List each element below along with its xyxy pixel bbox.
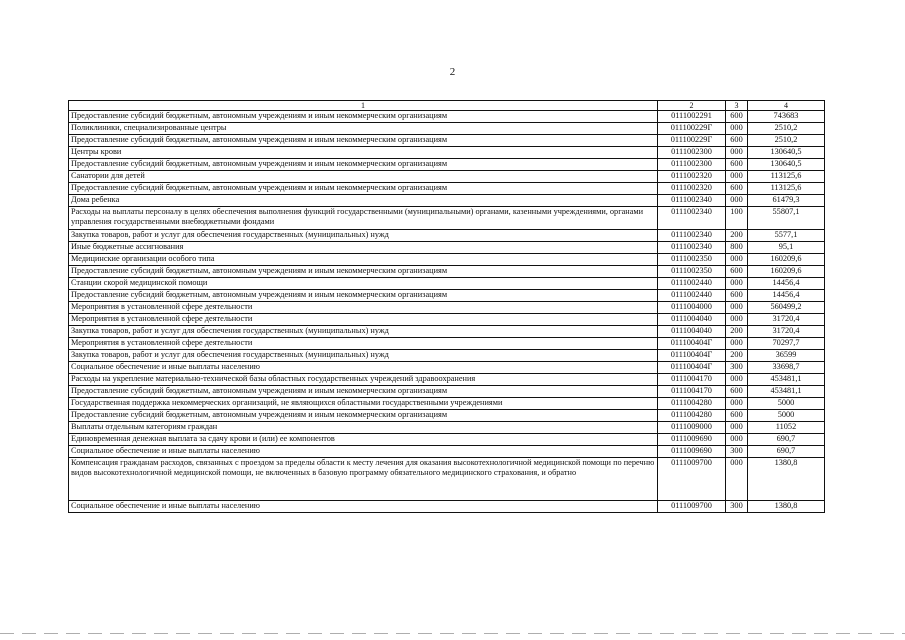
row-sum-cell: 2510,2 — [748, 135, 825, 147]
row-code-cell: 0111002350 — [658, 266, 726, 278]
row-sum-cell: 130640,5 — [748, 159, 825, 171]
row-code-cell: 011100229Г — [658, 135, 726, 147]
header-col-1: 1 — [69, 101, 658, 111]
row-kind-cell: 600 — [726, 410, 748, 422]
row-kind-cell: 600 — [726, 111, 748, 123]
table-row — [69, 195, 825, 207]
row-kind-cell: 200 — [726, 230, 748, 242]
row-name-cell: Закупка товаров, работ и услуг для обеспечения государственных (муниципальных) нужд — [69, 326, 658, 338]
row-sum-cell: 560499,2 — [748, 302, 825, 314]
row-kind-cell: 600 — [726, 266, 748, 278]
row-sum-cell: 130640,5 — [748, 147, 825, 159]
row-name-cell: Предоставление субсидий бюджетным, автономным учреждениям и иным некоммерческим организациям — [69, 386, 658, 398]
row-kind-cell: 600 — [726, 183, 748, 195]
row-sum-cell: 5577,1 — [748, 230, 825, 242]
table-row — [69, 362, 825, 374]
row-code-cell: 0111002440 — [658, 278, 726, 290]
row-sum-cell: 31720,4 — [748, 314, 825, 326]
row-kind-cell: 300 — [726, 446, 748, 458]
row-sum-cell: 14456,4 — [748, 290, 825, 302]
row-code-cell: 0111002340 — [658, 242, 726, 254]
row-code-cell: 0111002300 — [658, 147, 726, 159]
row-sum-cell: 1380,8 — [748, 501, 825, 513]
table-row — [69, 159, 825, 171]
row-kind-cell: 000 — [726, 123, 748, 135]
row-sum-cell: 36599 — [748, 350, 825, 362]
row-sum-cell: 453481,1 — [748, 374, 825, 386]
row-sum-cell: 70297,7 — [748, 338, 825, 350]
table-body — [69, 111, 825, 513]
row-name-cell: Расходы на выплаты персоналу в целях обеспечения выполнения функций государственными (муниципальными) органами, казенными учреждениями, органами управления государственными внебюджетными фондами — [69, 207, 658, 230]
row-name-cell: Расходы на укрепление материально-технической базы областных государственных учреждений здравоохранения — [69, 374, 658, 386]
row-code-cell: 0111004170 — [658, 386, 726, 398]
row-kind-cell: 600 — [726, 159, 748, 171]
table-row — [69, 434, 825, 446]
row-name-cell: Государственная поддержка некоммерческих организаций, не являющихся областными государственными учреждениями — [69, 398, 658, 410]
row-name-cell: Иные бюджетные ассигнования — [69, 242, 658, 254]
row-kind-cell: 000 — [726, 374, 748, 386]
row-code-cell: 0111002340 — [658, 230, 726, 242]
row-name-cell: Станции скорой медицинской помощи — [69, 278, 658, 290]
table-row — [69, 350, 825, 362]
row-code-cell: 0111009700 — [658, 458, 726, 501]
row-sum-cell: 55807,1 — [748, 207, 825, 230]
row-code-cell: 0111002291 — [658, 111, 726, 123]
row-code-cell: 011100404Г — [658, 338, 726, 350]
row-name-cell: Предоставление субсидий бюджетным, автономным учреждениям и иным некоммерческим организациям — [69, 183, 658, 195]
row-kind-cell: 600 — [726, 135, 748, 147]
row-sum-cell: 1380,8 — [748, 458, 825, 501]
row-kind-cell: 800 — [726, 242, 748, 254]
row-code-cell: 0111009700 — [658, 501, 726, 513]
header-col-3: 3 — [726, 101, 748, 111]
table-row — [69, 135, 825, 147]
table-row — [69, 266, 825, 278]
row-kind-cell: 000 — [726, 254, 748, 266]
table-row — [69, 398, 825, 410]
row-name-cell: Единовременная денежная выплата за сдачу крови и (или) ее компонентов — [69, 434, 658, 446]
row-kind-cell: 600 — [726, 290, 748, 302]
table-row — [69, 207, 825, 230]
table-row — [69, 254, 825, 266]
row-sum-cell: 11052 — [748, 422, 825, 434]
row-code-cell: 0111004000 — [658, 302, 726, 314]
row-sum-cell: 113125,6 — [748, 183, 825, 195]
row-code-cell: 011100229Г — [658, 123, 726, 135]
row-sum-cell: 5000 — [748, 410, 825, 422]
table-row — [69, 314, 825, 326]
row-kind-cell: 000 — [726, 147, 748, 159]
row-name-cell: Социальное обеспечение и иные выплаты населению — [69, 362, 658, 374]
row-kind-cell: 100 — [726, 207, 748, 230]
table-row — [69, 290, 825, 302]
table-row — [69, 374, 825, 386]
row-kind-cell: 000 — [726, 398, 748, 410]
row-code-cell: 0111002340 — [658, 195, 726, 207]
row-sum-cell: 61479,3 — [748, 195, 825, 207]
header-col-2: 2 — [658, 101, 726, 111]
row-code-cell: 0111002440 — [658, 290, 726, 302]
table-header-row — [69, 101, 825, 111]
row-kind-cell: 000 — [726, 434, 748, 446]
table-row — [69, 111, 825, 123]
table-row — [69, 326, 825, 338]
scan-artifact-line — [0, 633, 905, 634]
row-name-cell: Социальное обеспечение и иные выплаты населению — [69, 446, 658, 458]
row-sum-cell: 31720,4 — [748, 326, 825, 338]
row-code-cell: 0111004040 — [658, 326, 726, 338]
row-code-cell: 011100404Г — [658, 350, 726, 362]
row-sum-cell: 5000 — [748, 398, 825, 410]
row-kind-cell: 200 — [726, 350, 748, 362]
table-row — [69, 458, 825, 501]
row-code-cell: 0111004280 — [658, 398, 726, 410]
row-name-cell: Дома ребенка — [69, 195, 658, 207]
row-sum-cell: 160209,6 — [748, 254, 825, 266]
row-kind-cell: 300 — [726, 362, 748, 374]
row-name-cell: Центры крови — [69, 147, 658, 159]
row-name-cell: Санатории для детей — [69, 171, 658, 183]
row-code-cell: 0111004280 — [658, 410, 726, 422]
table-row — [69, 446, 825, 458]
row-kind-cell: 200 — [726, 326, 748, 338]
page-number: 2 — [449, 66, 456, 78]
table-row — [69, 171, 825, 183]
row-code-cell: 011100404Г — [658, 362, 726, 374]
row-kind-cell: 000 — [726, 458, 748, 501]
table-row — [69, 123, 825, 135]
table-row — [69, 302, 825, 314]
row-name-cell: Предоставление субсидий бюджетным, автономным учреждениям и иным некоммерческим организациям — [69, 135, 658, 147]
row-code-cell: 0111002300 — [658, 159, 726, 171]
row-code-cell: 0111004040 — [658, 314, 726, 326]
row-kind-cell: 300 — [726, 501, 748, 513]
row-name-cell: Медицинские организации особого типа — [69, 254, 658, 266]
row-sum-cell: 743683 — [748, 111, 825, 123]
table-row — [69, 230, 825, 242]
row-sum-cell: 453481,1 — [748, 386, 825, 398]
row-code-cell: 0111009000 — [658, 422, 726, 434]
header-col-4: 4 — [748, 101, 825, 111]
row-code-cell: 0111002350 — [658, 254, 726, 266]
row-sum-cell: 14456,4 — [748, 278, 825, 290]
table-row — [69, 338, 825, 350]
row-code-cell: 0111002320 — [658, 171, 726, 183]
row-kind-cell: 000 — [726, 278, 748, 290]
row-name-cell: Предоставление субсидий бюджетным, автономным учреждениям и иным некоммерческим организациям — [69, 290, 658, 302]
row-name-cell: Выплаты отдельным категориям граждан — [69, 422, 658, 434]
row-code-cell: 0111002320 — [658, 183, 726, 195]
table-row — [69, 422, 825, 434]
row-name-cell: Предоставление субсидий бюджетным, автономным учреждениям и иным некоммерческим организациям — [69, 266, 658, 278]
row-name-cell: Мероприятия в установленной сфере деятельности — [69, 338, 658, 350]
row-name-cell: Мероприятия в установленной сфере деятельности — [69, 302, 658, 314]
table-row — [69, 501, 825, 513]
row-kind-cell: 000 — [726, 314, 748, 326]
row-sum-cell: 33698,7 — [748, 362, 825, 374]
row-sum-cell: 690,7 — [748, 446, 825, 458]
table-row — [69, 410, 825, 422]
row-sum-cell: 160209,6 — [748, 266, 825, 278]
table-row — [69, 147, 825, 159]
row-code-cell: 0111002340 — [658, 207, 726, 230]
row-name-cell: Поликлиники, специализированные центры — [69, 123, 658, 135]
row-name-cell: Компенсация гражданам расходов, связанных с проездом за пределы области к месту лечения для оказания высокотехнологичной медицинской помощи по перечню видов высокотехнологичной медицинской помощи, не включенных в базовую программу обязательного медицинского страхования, и обратно — [69, 458, 658, 501]
row-kind-cell: 000 — [726, 338, 748, 350]
row-sum-cell: 2510,2 — [748, 123, 825, 135]
row-name-cell: Закупка товаров, работ и услуг для обеспечения государственных (муниципальных) нужд — [69, 230, 658, 242]
table-row — [69, 183, 825, 195]
row-sum-cell: 690,7 — [748, 434, 825, 446]
row-sum-cell: 95,1 — [748, 242, 825, 254]
row-name-cell: Закупка товаров, работ и услуг для обеспечения государственных (муниципальных) нужд — [69, 350, 658, 362]
row-kind-cell: 000 — [726, 302, 748, 314]
budget-table — [68, 100, 825, 513]
row-name-cell: Предоставление субсидий бюджетным, автономным учреждениям и иным некоммерческим организациям — [69, 111, 658, 123]
row-kind-cell: 000 — [726, 195, 748, 207]
row-kind-cell: 600 — [726, 386, 748, 398]
table-row — [69, 242, 825, 254]
row-kind-cell: 000 — [726, 422, 748, 434]
row-name-cell: Мероприятия в установленной сфере деятельности — [69, 314, 658, 326]
row-code-cell: 0111009690 — [658, 446, 726, 458]
row-name-cell: Социальное обеспечение и иные выплаты населению — [69, 501, 658, 513]
row-kind-cell: 000 — [726, 171, 748, 183]
row-code-cell: 0111009690 — [658, 434, 726, 446]
row-name-cell: Предоставление субсидий бюджетным, автономным учреждениям и иным некоммерческим организациям — [69, 410, 658, 422]
row-code-cell: 0111004170 — [658, 374, 726, 386]
table-row — [69, 278, 825, 290]
table-row — [69, 386, 825, 398]
row-name-cell: Предоставление субсидий бюджетным, автономным учреждениям и иным некоммерческим организациям — [69, 159, 658, 171]
row-sum-cell: 113125,6 — [748, 171, 825, 183]
